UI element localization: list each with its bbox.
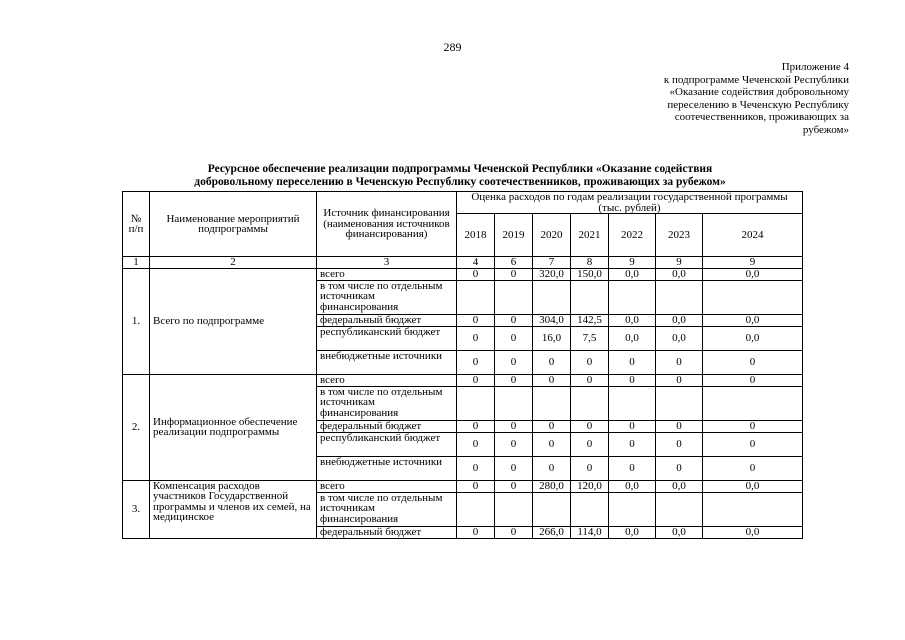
value-cell: 0	[457, 268, 495, 280]
value-cell: 0	[703, 456, 803, 480]
value-cell: 0	[609, 456, 656, 480]
value-cell	[609, 386, 656, 420]
funding-source: республиканский бюджет	[317, 326, 457, 350]
value-cell	[609, 280, 656, 314]
value-cell: 150,0	[571, 268, 609, 280]
value-cell: 120,0	[571, 480, 609, 492]
value-cell: 0	[495, 350, 533, 374]
value-cell: 0	[571, 374, 609, 386]
value-cell: 0	[609, 420, 656, 432]
header-estimate: Оценка расходов по годам реализации государственной программы (тыс. рублей)	[457, 192, 803, 214]
value-cell: 0	[656, 350, 703, 374]
appendix-reference	[529, 61, 849, 137]
value-cell: 280,0	[533, 480, 571, 492]
column-number: 2	[150, 257, 317, 269]
value-cell: 0	[495, 374, 533, 386]
funding-source: федеральный бюджет	[317, 420, 457, 432]
value-cell: 320,0	[533, 268, 571, 280]
value-cell	[571, 492, 609, 526]
appendix-line: к подпрограмме Чеченской Республики	[663, 73, 849, 86]
value-cell: 0	[571, 432, 609, 456]
value-cell	[609, 492, 656, 526]
value-cell: 0	[703, 432, 803, 456]
value-cell: 0	[656, 432, 703, 456]
column-number: 4	[457, 257, 495, 269]
value-cell	[703, 492, 803, 526]
appendix-line: рубежом»	[802, 123, 849, 136]
column-number: 7	[533, 257, 571, 269]
value-cell	[533, 386, 571, 420]
value-cell: 0	[495, 526, 533, 538]
header-name: Наименование мероприятий подпрограммы	[150, 192, 317, 257]
row-number: 3.	[123, 480, 150, 538]
activity-name: Информационное обеспечение реализации подпрограммы	[150, 374, 317, 480]
header-year: 2019	[495, 214, 533, 257]
value-cell: 0	[457, 420, 495, 432]
value-cell: 0	[656, 374, 703, 386]
funding-source: всего	[317, 480, 457, 492]
activity-name: Компенсация расходов участников Государственной программы и членов их семей, на медицинское	[150, 480, 317, 538]
appendix-line: Приложение 4	[781, 61, 849, 73]
title-line: добровольному переселению в Чеченскую Республику соотечественников, проживающих за рубежом»	[194, 175, 726, 188]
value-cell: 0	[495, 420, 533, 432]
value-cell: 7,5	[571, 326, 609, 350]
table-row	[123, 268, 803, 280]
value-cell: 0,0	[703, 480, 803, 492]
value-cell: 0	[533, 420, 571, 432]
value-cell	[571, 280, 609, 314]
value-cell: 0	[703, 350, 803, 374]
column-number: 3	[317, 257, 457, 269]
value-cell: 0	[457, 456, 495, 480]
header-year: 2021	[571, 214, 609, 257]
value-cell	[703, 386, 803, 420]
value-cell: 0,0	[703, 526, 803, 538]
value-cell: 0	[457, 480, 495, 492]
value-cell: 0	[457, 326, 495, 350]
value-cell: 0	[457, 526, 495, 538]
value-cell	[495, 280, 533, 314]
value-cell	[457, 280, 495, 314]
value-cell: 0	[457, 432, 495, 456]
document-title	[120, 163, 800, 188]
header-year: 2023	[656, 214, 703, 257]
header-source: Источник финансирования (наименования источников финансирования)	[317, 192, 457, 257]
appendix-line: соотечественников, проживающих за	[674, 111, 849, 124]
funding-source: внебюджетные источники	[317, 456, 457, 480]
value-cell: 266,0	[533, 526, 571, 538]
header-year: 2020	[533, 214, 571, 257]
value-cell: 0,0	[609, 314, 656, 326]
page-number: 289	[443, 40, 462, 54]
value-cell	[571, 386, 609, 420]
value-cell: 0	[457, 350, 495, 374]
value-cell: 0,0	[703, 314, 803, 326]
value-cell: 0,0	[656, 268, 703, 280]
value-cell: 0	[495, 268, 533, 280]
value-cell: 0	[495, 314, 533, 326]
value-cell	[495, 386, 533, 420]
funding-source: всего	[317, 268, 457, 280]
title-line: Ресурсное обеспечение реализации подпрограммы Чеченской Республики «Оказание содействия	[207, 163, 713, 175]
row-number: 2.	[123, 374, 150, 480]
value-cell	[457, 492, 495, 526]
value-cell: 0,0	[656, 314, 703, 326]
row-number: 1.	[123, 268, 150, 374]
value-cell: 0	[609, 374, 656, 386]
value-cell	[656, 386, 703, 420]
funding-source: внебюджетные источники	[317, 350, 457, 374]
value-cell	[703, 280, 803, 314]
value-cell	[533, 492, 571, 526]
funding-source: федеральный бюджет	[317, 526, 457, 538]
value-cell: 0	[533, 350, 571, 374]
value-cell	[656, 492, 703, 526]
value-cell: 0	[495, 456, 533, 480]
value-cell: 0	[533, 374, 571, 386]
value-cell: 0	[495, 326, 533, 350]
value-cell: 0	[609, 350, 656, 374]
value-cell: 0,0	[609, 526, 656, 538]
value-cell: 0,0	[656, 326, 703, 350]
appendix-line: переселению в Чеченскую Республику	[667, 98, 849, 111]
column-number: 1	[123, 257, 150, 269]
value-cell	[457, 386, 495, 420]
funding-source: в том числе по отдельным источникам финансирования	[317, 386, 457, 420]
value-cell: 114,0	[571, 526, 609, 538]
value-cell: 0	[656, 420, 703, 432]
value-cell: 0	[703, 374, 803, 386]
value-cell: 0,0	[703, 326, 803, 350]
value-cell: 142,5	[571, 314, 609, 326]
value-cell: 0,0	[656, 480, 703, 492]
value-cell: 0	[656, 456, 703, 480]
value-cell	[495, 492, 533, 526]
table-row	[123, 480, 803, 492]
header-year: 2018	[457, 214, 495, 257]
value-cell	[656, 280, 703, 314]
activity-name: Всего по подпрограмме	[150, 268, 317, 374]
value-cell	[533, 280, 571, 314]
value-cell: 0	[457, 314, 495, 326]
column-number: 9	[609, 257, 656, 269]
header-num: № п/п	[123, 192, 150, 257]
value-cell: 0	[533, 456, 571, 480]
value-cell: 0	[703, 420, 803, 432]
funding-source: в том числе по отдельным источникам финансирования	[317, 280, 457, 314]
value-cell: 0,0	[703, 268, 803, 280]
value-cell: 16,0	[533, 326, 571, 350]
value-cell: 0	[571, 456, 609, 480]
appendix-line: «Оказание содействия добровольному	[669, 86, 849, 99]
table-row	[123, 374, 803, 386]
value-cell: 0,0	[609, 326, 656, 350]
value-cell: 0	[495, 432, 533, 456]
value-cell: 0	[609, 432, 656, 456]
value-cell: 0	[457, 374, 495, 386]
column-number: 8	[571, 257, 609, 269]
header-year: 2024	[703, 214, 803, 257]
column-number: 9	[656, 257, 703, 269]
value-cell: 0,0	[609, 268, 656, 280]
funding-source: всего	[317, 374, 457, 386]
header-year: 2022	[609, 214, 656, 257]
value-cell: 0	[533, 432, 571, 456]
resource-table	[122, 191, 803, 539]
value-cell: 0	[571, 350, 609, 374]
funding-source: в том числе по отдельным источникам финансирования	[317, 492, 457, 526]
value-cell: 0,0	[609, 480, 656, 492]
column-number: 9	[703, 257, 803, 269]
column-number: 6	[495, 257, 533, 269]
value-cell: 0	[571, 420, 609, 432]
funding-source: республиканский бюджет	[317, 432, 457, 456]
value-cell: 0,0	[656, 526, 703, 538]
value-cell: 0	[495, 480, 533, 492]
value-cell: 304,0	[533, 314, 571, 326]
funding-source: федеральный бюджет	[317, 314, 457, 326]
